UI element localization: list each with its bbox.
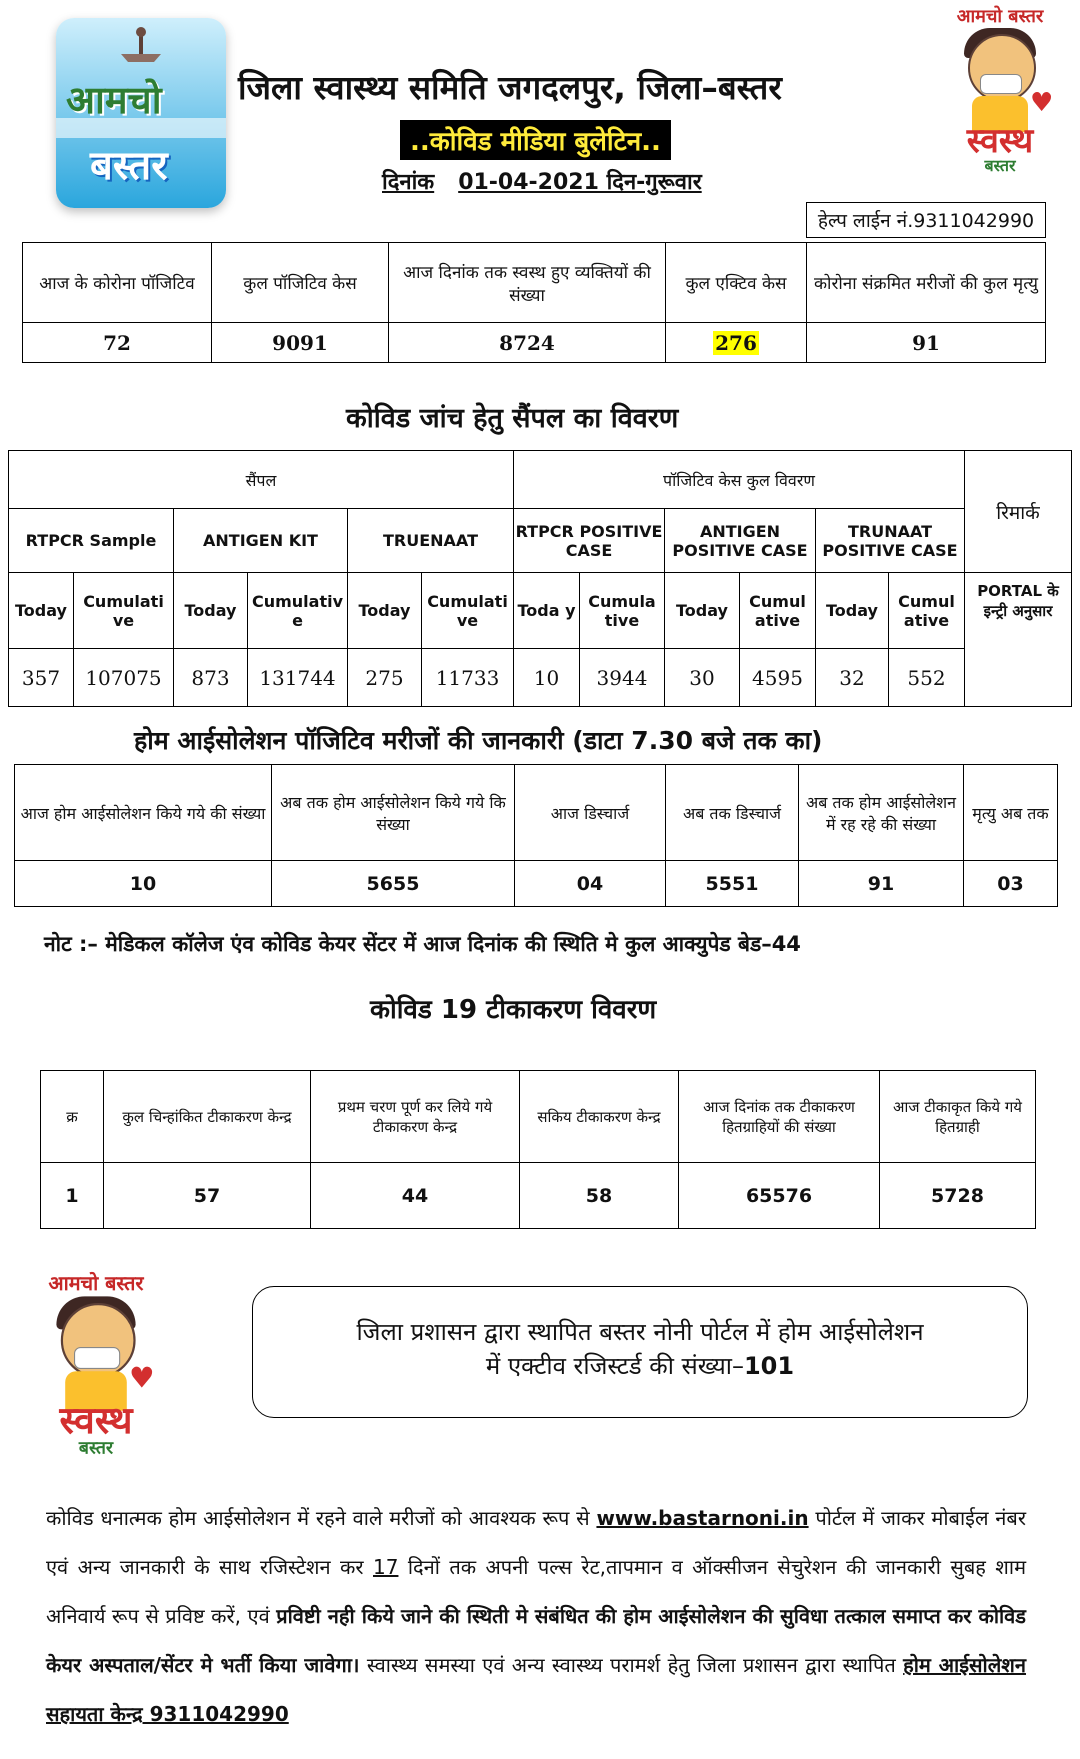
summary-table	[22, 242, 1046, 363]
vac-today-value: 5728	[880, 1163, 1036, 1229]
hi-total-value: 5655	[272, 861, 515, 907]
col-header-today: Today	[665, 573, 740, 649]
col-header-today: Today	[348, 573, 422, 649]
portal-line-2	[253, 1349, 1027, 1383]
vac-serial: 1	[41, 1163, 104, 1229]
heart-icon: ♥	[1030, 88, 1054, 118]
vaccination-table	[40, 1070, 1036, 1229]
rtpcr-today-value: 357	[9, 649, 74, 707]
sub-header-antigen-kit: ANTIGEN KIT	[174, 509, 348, 573]
portal-url-link[interactable]: www.bastarnoni.in	[596, 1506, 809, 1530]
swasth-bastar-mascot	[940, 4, 1060, 175]
page-title: जिला स्वास्थ्य समिति जगदलपुर, जिला–बस्तर	[238, 68, 782, 107]
deaths-value: 91	[807, 323, 1046, 363]
sub-header-rtpcr-sample: RTPCR Sample	[9, 509, 174, 573]
mascot-arc-text: आमचो बस्तर	[956, 6, 1044, 27]
col-header-today: Today	[174, 573, 248, 649]
today-positive-value: 72	[23, 323, 212, 363]
hi-header: अब तक डिस्चार्ज	[666, 765, 799, 861]
hi-current-value: 91	[799, 861, 964, 907]
home-isolation-table	[14, 764, 1058, 907]
truenaat-today-value: 275	[348, 649, 422, 707]
vac-header: आज टीकाकृत किये गये हितग्राही	[880, 1071, 1036, 1163]
portal-line-2-text: में एक्टीव रजिस्टर्ड की संख्या–	[485, 1352, 744, 1380]
hi-header: आज डिस्चार्ज	[515, 765, 666, 861]
vac-header: सकिय टीकाकरण केन्द्र	[520, 1071, 679, 1163]
trunaat-positive-today-value: 32	[816, 649, 889, 707]
hi-today-value: 10	[15, 861, 272, 907]
hi-discharge-total-value: 5551	[666, 861, 799, 907]
hi-discharge-today-value: 04	[515, 861, 666, 907]
date-line	[382, 166, 702, 196]
summary-header: कुल एक्टिव केस	[666, 243, 807, 323]
portal-line-1: जिला प्रशासन द्वारा स्थापित बस्तर नोनी पोर्टल में होम आईसोलेशन	[356, 1318, 924, 1346]
swasth-bastar-mascot-bottom	[30, 1270, 162, 1459]
portal-info-box	[252, 1286, 1028, 1418]
hi-deaths-value: 03	[964, 861, 1058, 907]
mascot-subword: बस्तर	[78, 1437, 114, 1459]
col-header-cumulative: Cumula tive	[580, 573, 665, 649]
hi-header: आज होम आईसोलेशन किये गये की संख्या	[15, 765, 272, 861]
rtpcr-positive-cumulative-value: 3944	[580, 649, 665, 707]
col-header-cumulative: Cumul ative	[740, 573, 816, 649]
vac-header: प्रथम चरण पूर्ण कर लिये गये टीकाकरण केन्द्र	[311, 1071, 520, 1163]
mascot-word: स्वस्थ	[59, 1398, 133, 1443]
sub-header-antigen-positive: ANTIGEN POSITIVE CASE	[665, 509, 816, 573]
antigen-positive-cumulative-value: 4595	[740, 649, 816, 707]
col-header-cumulative: Cumulativ e	[248, 573, 348, 649]
active-cases-value: 276	[715, 330, 757, 355]
hi-header: मृत्यु अब तक	[964, 765, 1058, 861]
rtpcr-cumulative-value: 107075	[74, 649, 174, 707]
helpline-box: हेल्प लाईन नं.9311042990	[806, 202, 1046, 238]
para-part-1: कोविड धनात्मक होम आईसोलेशन में रहने वाले मरीजों को आवश्यक रूप से	[46, 1506, 590, 1530]
mask-icon	[74, 1347, 120, 1369]
col-header-today: Today	[816, 573, 889, 649]
vac-header: क्र	[41, 1071, 104, 1163]
bulletin-subtitle: ..कोविड मीडिया बुलेटिन..	[400, 120, 671, 160]
summary-header: आज के कोरोना पॉजिटिव	[23, 243, 212, 323]
mask-icon	[980, 74, 1022, 94]
summary-header: कोरोना संक्रमित मरीजों की कुल मृत्यु	[807, 243, 1046, 323]
para-bold-warning: प्रविष्टी नही किये जाने की स्थिती मे संबंधित की होम आईसोलेशन की सुविधा तत्काल समाप्त कर कोविड केयर अस्पताल/सेंटर मे भर्ती किया जावेगा।	[46, 1604, 1027, 1677]
logo-text-top: आमचो	[66, 78, 162, 122]
group-positive-header: पॉजिटिव केस कुल विवरण	[514, 451, 965, 509]
hi-header: अब तक होम आईसोलेशन में रह रहे की संख्या	[799, 765, 964, 861]
boat-icon	[116, 26, 166, 66]
sub-header-rtpcr-positive: RTPCR POSITIVE CASE	[514, 509, 665, 573]
vac-first-phase-value: 44	[311, 1163, 520, 1229]
vac-beneficiaries-value: 65576	[679, 1163, 880, 1229]
mascot-word: स्वस्थ	[966, 121, 1034, 161]
group-sample-header: सैंपल	[9, 451, 514, 509]
antigen-today-value: 873	[174, 649, 248, 707]
total-positive-value: 9091	[212, 323, 389, 363]
rtpcr-positive-today-value: 10	[514, 649, 580, 707]
vac-header: आज दिनांक तक टीकाकरण हितग्राहियों की संख्या	[679, 1071, 880, 1163]
help-center-text: होम आईसोलेशन सहायता केन्द्र 9311042990	[46, 1653, 1027, 1726]
mascot-subword: बस्तर	[984, 156, 1016, 175]
col-header-cumulative: Cumul ative	[889, 573, 965, 649]
antigen-cumulative-value: 131744	[248, 649, 348, 707]
recovered-value: 8724	[389, 323, 666, 363]
col-header-cumulative: Cumulati ve	[74, 573, 174, 649]
summary-header: कुल पॉजिटिव केस	[212, 243, 389, 323]
instruction-paragraph	[46, 1494, 1026, 1739]
note-text: नोट :– मेडिकल कॉलेज एंव कोविड केयर सेंटर में आज दिनांक की स्थिति मे कुल आक्युपेड बेड–44	[44, 932, 801, 956]
summary-header: आज दिनांक तक स्वस्थ हुए व्यक्तियों की संख्या	[389, 243, 666, 323]
col-header-today: Today	[9, 573, 74, 649]
mascot-arc-text: आमचो बस्तर	[48, 1272, 144, 1296]
amcho-bastar-logo	[56, 18, 226, 208]
col-header-cumulative: Cumulati ve	[422, 573, 514, 649]
sub-header-truenaat: TRUENAAT	[348, 509, 514, 573]
date-label: दिनांक	[382, 170, 435, 195]
vac-total-centers-value: 57	[104, 1163, 311, 1229]
vac-header: कुल चिन्हांकित टीकाकरण केन्द्र	[104, 1071, 311, 1163]
sample-table	[8, 450, 1072, 707]
active-cases-cell	[666, 323, 807, 363]
col-header-today: Toda y	[514, 573, 580, 649]
heart-icon: ♥	[129, 1362, 155, 1396]
sample-section-title: कोविड जांच हेतु सैंपल का विवरण	[346, 403, 679, 434]
vaccination-title: कोविड 19 टीकाकरण विवरण	[370, 995, 657, 1025]
trunaat-positive-cumulative-value: 552	[889, 649, 965, 707]
remark-text: PORTAL के इन्ट्री अनुसार	[965, 573, 1072, 707]
days-count: 17	[373, 1555, 399, 1579]
vac-active-centers-value: 58	[520, 1163, 679, 1229]
para-part-3: दिनों तक अपनी पल्स रेट,तापमान व ऑक्सीजन सेचुरेशन की जानकारी सुबह शाम अनिवार्य रूप से प्रविष्ट करें, एवं	[46, 1555, 1027, 1628]
antigen-positive-today-value: 30	[665, 649, 740, 707]
logo-text-bottom: बस्तर	[90, 143, 168, 189]
portal-count: 101	[743, 1352, 795, 1380]
remarks-header: रिमार्क	[965, 451, 1072, 573]
truenaat-cumulative-value: 11733	[422, 649, 514, 707]
sub-header-trunaat-positive: TRUNAAT POSITIVE CASE	[816, 509, 965, 573]
home-isolation-title: होम आईसोलेशन पॉजिटिव मरीजों की जानकारी (डाटा 7.30 बजे तक का)	[134, 726, 823, 755]
para-part-2: पोर्टल में जाकर मोबाईल नंबर एवं अन्य जानकारी के साथ रजिस्टेशन कर	[46, 1506, 1027, 1579]
date-value: 01-04-2021 दिन-गुरूवार	[458, 170, 702, 195]
hi-header: अब तक होम आईसोलेशन किये गये कि संख्या	[272, 765, 515, 861]
para-part-4: स्वास्थ्य समस्या एवं अन्य स्वास्थ्य परामर्श हेतु जिला प्रशासन द्वारा स्थापित	[366, 1653, 896, 1677]
